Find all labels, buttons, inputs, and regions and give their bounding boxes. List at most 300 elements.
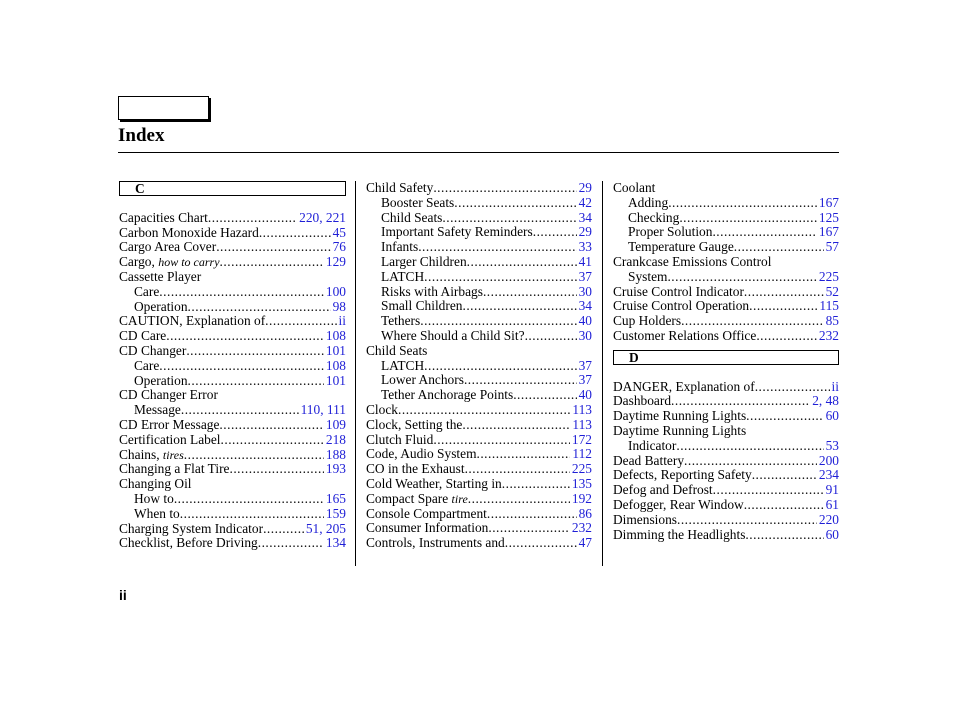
- entry-label-text: CAUTION, Explanation of: [119, 313, 266, 329]
- page-reference-link[interactable]: 167: [818, 194, 839, 210]
- index-tab-box: [118, 96, 209, 120]
- entry-label: [381, 196, 454, 211]
- entry-label-text: Lower Anchors: [381, 372, 464, 388]
- dot-leader: [424, 359, 576, 374]
- page-reference-link[interactable]: 134: [325, 535, 346, 551]
- entry-label-text: Customer Relations Office: [613, 327, 757, 343]
- entry-label: [366, 507, 487, 522]
- index-entry: [613, 380, 839, 395]
- entry-label: [381, 373, 464, 388]
- dot-leader: [756, 329, 817, 344]
- dot-leader: [676, 439, 823, 454]
- index-entry: [119, 418, 346, 433]
- page-reference-link[interactable]: 225: [818, 268, 839, 284]
- index-subentry: [119, 300, 346, 315]
- index-subentry: [366, 255, 592, 270]
- entry-label-text: Infants: [381, 239, 419, 255]
- entry-label-text: Dimming the Headlights: [613, 526, 746, 542]
- page-reference-link[interactable]: 37: [578, 372, 592, 388]
- dot-leader: [208, 211, 297, 226]
- page-reference-link[interactable]: 218: [325, 431, 346, 447]
- index-entry: [119, 314, 346, 329]
- page-reference-link[interactable]: 45: [332, 224, 346, 240]
- index-entry: [119, 462, 346, 477]
- index-entry: [613, 394, 839, 409]
- entry-label: [366, 447, 476, 462]
- entry-label: [366, 403, 398, 418]
- entry-label: [119, 314, 265, 329]
- column-divider: [355, 181, 356, 566]
- entry-label-text: Operation: [134, 372, 188, 388]
- entry-label: [613, 394, 671, 409]
- entry-label-text: Larger Children: [381, 253, 467, 269]
- entry-label: [366, 462, 465, 477]
- dot-leader: [220, 255, 324, 270]
- entry-label: [381, 211, 442, 226]
- page-reference-link[interactable]: 113: [572, 416, 592, 432]
- entry-label-text: Cargo,: [119, 254, 155, 270]
- dot-leader: [533, 225, 577, 240]
- page-reference-link[interactable]: 37: [578, 357, 592, 373]
- index-subentry: [366, 225, 592, 240]
- entry-label: [381, 285, 483, 300]
- index-entry: [613, 329, 839, 344]
- dot-leader: [216, 240, 330, 255]
- dot-leader: [159, 359, 324, 374]
- page-reference-link[interactable]: 53: [825, 437, 839, 453]
- page-reference-link[interactable]: 172: [571, 431, 592, 447]
- entry-label-text: Temperature Gauge: [628, 239, 734, 255]
- entry-label-text: Tethers: [381, 313, 421, 329]
- entry-label: [119, 240, 216, 255]
- entry-label-text: Clock: [366, 401, 398, 417]
- page-reference-link[interactable]: 188: [325, 446, 346, 462]
- entry-label: [366, 521, 488, 536]
- index-column-1: [119, 181, 346, 551]
- dot-leader: [468, 492, 570, 507]
- dot-leader: [219, 418, 324, 433]
- index-subentry: [119, 507, 346, 522]
- entry-label: [613, 409, 746, 424]
- entry-label-text: Capacities Chart: [119, 209, 208, 225]
- dot-leader: [184, 448, 324, 463]
- entry-label: [613, 329, 756, 344]
- entry-label: [613, 423, 746, 438]
- page-reference-link[interactable]: 34: [578, 298, 592, 314]
- entry-label: [119, 433, 221, 448]
- dot-leader: [744, 498, 824, 513]
- entry-label-text: Changing a Flat Tire: [119, 461, 230, 477]
- page-reference-link[interactable]: 113: [572, 401, 592, 417]
- dot-leader: [513, 388, 576, 403]
- entry-label: [366, 343, 427, 358]
- entry-label: [119, 462, 229, 477]
- index-entry: [366, 462, 592, 477]
- page-reference-link[interactable]: 98: [332, 298, 346, 314]
- entry-label-text: Risks with Airbags: [381, 283, 483, 299]
- page-reference-link[interactable]: 165: [325, 490, 346, 506]
- entry-label-text: Important Safety Reminders: [381, 224, 533, 240]
- dot-leader: [418, 240, 576, 255]
- entry-label: [613, 285, 744, 300]
- entry-label: [119, 269, 201, 284]
- page-reference-link[interactable]: 57: [825, 239, 839, 255]
- index-subentry: [119, 492, 346, 507]
- dot-leader: [745, 528, 823, 543]
- index-subentry: [366, 314, 592, 329]
- index-entry: [613, 285, 839, 300]
- entry-label: [366, 536, 505, 551]
- page-reference-link[interactable]: 167: [818, 224, 839, 240]
- entry-label: [613, 314, 681, 329]
- index-entry: [119, 433, 346, 448]
- column-divider: [602, 181, 603, 566]
- entry-label-text: CD Error Message: [119, 416, 220, 432]
- index-subentry: [366, 388, 592, 403]
- page-reference-link[interactable]: 108: [325, 328, 346, 344]
- index-entry: [119, 226, 346, 241]
- index-entry: [613, 483, 839, 498]
- page-reference-link[interactable]: 135: [571, 475, 592, 491]
- entry-label-text: LATCH: [381, 268, 425, 284]
- index-entry: [613, 513, 839, 528]
- index-entry: [613, 424, 839, 439]
- entry-label-text: DANGER, Explanation of: [613, 378, 755, 394]
- page-reference-link[interactable]: 41: [578, 253, 592, 269]
- index-entry: [613, 409, 839, 424]
- index-subentry: [366, 373, 592, 388]
- entry-label-text: Cassette Player: [119, 268, 202, 284]
- entry-label-text: Charging System Indicator: [119, 520, 264, 536]
- entry-label: [119, 418, 219, 433]
- entry-label: [381, 388, 513, 403]
- dot-leader: [398, 403, 570, 418]
- entry-label: [628, 196, 668, 211]
- entry-label-text: Cargo Area Cover: [119, 239, 217, 255]
- entry-label: [381, 314, 420, 329]
- index-entry: [613, 468, 839, 483]
- entry-label: [134, 285, 159, 300]
- index-entry: [366, 433, 592, 448]
- page-reference-link[interactable]: 232: [818, 327, 839, 343]
- dot-leader: [188, 300, 331, 315]
- page-title: Index: [118, 125, 165, 146]
- index-entry: [366, 492, 592, 507]
- page-reference-link[interactable]: 85: [825, 313, 839, 329]
- entry-label-text: System: [628, 268, 668, 284]
- page-reference-link[interactable]: 220: [818, 511, 839, 527]
- entry-label-text: Operation: [134, 298, 188, 314]
- entry-label-text: Child Seats: [381, 209, 443, 225]
- dot-leader: [483, 285, 577, 300]
- entry-label: [119, 255, 220, 270]
- entry-label-text: Small Children: [381, 298, 463, 314]
- dot-leader: [679, 211, 817, 226]
- entry-label-text: CD Changer Error: [119, 387, 218, 403]
- index-column-2: [366, 181, 592, 551]
- entry-label-text: Defects, Reporting Safety: [613, 467, 752, 483]
- index-subentry: [366, 359, 592, 374]
- entry-qualifier: how to carry: [158, 255, 220, 270]
- index-subentry: [366, 196, 592, 211]
- entry-label-text: How to: [134, 490, 174, 506]
- index-entry: [119, 255, 346, 270]
- dot-leader: [488, 521, 570, 536]
- entry-label: [613, 513, 677, 528]
- page-reference-link[interactable]: 60: [825, 526, 839, 542]
- index-entry: [366, 521, 592, 536]
- index-entry: [613, 299, 839, 314]
- page-reference-link[interactable]: 47: [578, 535, 592, 551]
- page-reference-link[interactable]: 37: [578, 268, 592, 284]
- page-reference-link[interactable]: 42: [578, 194, 592, 210]
- entry-label: [613, 498, 744, 513]
- page-reference-link[interactable]: 232: [571, 520, 592, 536]
- entry-label: [119, 476, 192, 491]
- entry-qualifier: tire: [451, 491, 468, 506]
- page-reference-link[interactable]: 101: [325, 342, 346, 358]
- index-entry: [119, 211, 346, 226]
- dot-leader: [755, 380, 830, 395]
- index-entry: [613, 528, 839, 543]
- index-entry: [119, 329, 346, 344]
- dot-leader: [476, 447, 570, 462]
- page-reference-link[interactable]: 112: [572, 446, 592, 462]
- index-subentry: [613, 225, 839, 240]
- entry-label-text: Dashboard: [613, 393, 672, 409]
- entry-label-text: Compact Spare: [366, 490, 449, 506]
- dot-leader: [713, 483, 824, 498]
- entry-label: [613, 468, 752, 483]
- page-reference-link[interactable]: 76: [332, 239, 346, 255]
- entry-label-text: Consumer Information: [366, 520, 489, 536]
- page-reference-link[interactable]: ii: [338, 313, 346, 329]
- dot-leader: [166, 329, 324, 344]
- entry-label-text: Indicator: [628, 437, 677, 453]
- page-reference-link[interactable]: 51, 205: [305, 520, 346, 536]
- dot-leader: [263, 522, 304, 537]
- page-reference-link[interactable]: 30: [578, 327, 592, 343]
- index-entry: [366, 447, 592, 462]
- entry-label: [381, 240, 418, 255]
- page-reference-link[interactable]: 30: [578, 283, 592, 299]
- entry-label-text: Booster Seats: [381, 194, 455, 210]
- entry-label-text: Code, Audio System: [366, 446, 477, 462]
- index-entry: [366, 507, 592, 522]
- entry-label: [381, 270, 424, 285]
- index-entry: [119, 270, 346, 285]
- entry-label: [613, 483, 713, 498]
- index-entry: [119, 240, 346, 255]
- entry-label-text: Defog and Defrost: [613, 482, 713, 498]
- page-reference-link[interactable]: 40: [578, 387, 592, 403]
- page-reference-link[interactable]: 115: [819, 298, 839, 314]
- entry-label-text: Cup Holders: [613, 313, 682, 329]
- dot-leader: [712, 225, 816, 240]
- index-subentry: [366, 299, 592, 314]
- page-number: ii: [119, 587, 127, 603]
- dot-leader: [462, 299, 576, 314]
- entry-label: [134, 403, 181, 418]
- index-subentry: [613, 439, 839, 454]
- dot-leader: [420, 314, 576, 329]
- dot-leader: [181, 403, 299, 418]
- entry-qualifier: tires: [162, 447, 184, 462]
- entry-label-text: When to: [134, 505, 180, 521]
- entry-label-text: Daytime Running Lights: [613, 408, 747, 424]
- page-reference-link[interactable]: 220, 221: [299, 209, 346, 225]
- entry-label: [119, 211, 208, 226]
- dot-leader: [229, 462, 323, 477]
- index-subentry: [366, 285, 592, 300]
- index-subentry: [366, 211, 592, 226]
- page-reference-link[interactable]: 193: [325, 461, 346, 477]
- index-entry: [613, 255, 839, 270]
- entry-label-text: Proper Solution: [628, 224, 713, 240]
- dot-leader: [433, 181, 576, 196]
- entry-label-text: Console Compartment: [366, 505, 487, 521]
- entry-label: [119, 387, 218, 402]
- dot-leader: [667, 270, 816, 285]
- entry-label-text: CO in the Exhaust: [366, 461, 465, 477]
- index-entry: [366, 344, 592, 359]
- entry-label: [628, 270, 667, 285]
- entry-label-text: Changing Oil: [119, 476, 192, 492]
- page-reference-link[interactable]: 192: [571, 490, 592, 506]
- dot-leader: [677, 513, 817, 528]
- entry-label: [134, 300, 188, 315]
- page-reference-link[interactable]: 29: [578, 224, 592, 240]
- entry-label-text: Care: [134, 283, 160, 299]
- entry-label: [381, 359, 424, 374]
- entry-label: [134, 359, 159, 374]
- dot-leader: [668, 196, 817, 211]
- page-reference-link[interactable]: ii: [831, 378, 839, 394]
- page-reference-link[interactable]: 60: [825, 408, 839, 424]
- index-entry: [613, 454, 839, 469]
- entry-label-text: Checking: [628, 209, 680, 225]
- index-entry: [613, 314, 839, 329]
- page-reference-link[interactable]: 33: [578, 239, 592, 255]
- dot-leader: [464, 373, 577, 388]
- page-reference-link[interactable]: 61: [825, 496, 839, 512]
- entry-label: [628, 240, 734, 255]
- index-subentry: [119, 285, 346, 300]
- entry-label: [628, 225, 712, 240]
- dot-leader: [174, 492, 324, 507]
- page-reference-link[interactable]: 34: [578, 209, 592, 225]
- entry-label-text: Crankcase Emissions Control: [613, 253, 772, 269]
- dot-leader: [467, 255, 577, 270]
- page-reference-link[interactable]: 108: [325, 357, 346, 373]
- page-reference-link[interactable]: 29: [578, 180, 592, 195]
- index-subentry: [119, 359, 346, 374]
- dot-leader: [487, 507, 577, 522]
- entry-label: [381, 329, 525, 344]
- entry-label-text: Chains,: [119, 446, 160, 462]
- entry-label: [119, 522, 263, 537]
- dot-leader: [259, 226, 331, 241]
- index-entry: [613, 181, 839, 196]
- entry-label-text: Adding: [628, 194, 669, 210]
- dot-leader: [265, 314, 336, 329]
- entry-label: [119, 226, 259, 241]
- entry-label-text: CD Care: [119, 328, 167, 344]
- entry-label: [613, 180, 655, 195]
- entry-label: [381, 225, 533, 240]
- entry-label-text: Dimensions: [613, 511, 677, 527]
- index-entry: [119, 536, 346, 551]
- page-reference-link[interactable]: 86: [578, 505, 592, 521]
- page-reference-link[interactable]: 129: [325, 254, 346, 270]
- section-header: D: [613, 350, 839, 365]
- index-subentry: [119, 374, 346, 389]
- dot-leader: [188, 374, 324, 389]
- entry-label-text: Clutch Fluid: [366, 431, 434, 447]
- page-reference-link[interactable]: 2, 48: [812, 393, 839, 409]
- dot-leader: [424, 270, 576, 285]
- page-reference-link[interactable]: 52: [825, 283, 839, 299]
- index-subentry: [613, 211, 839, 226]
- title-rule: [118, 152, 839, 153]
- dot-leader: [502, 477, 570, 492]
- entry-label-text: Dead Battery: [613, 452, 685, 468]
- dot-leader: [186, 344, 324, 359]
- dot-leader: [746, 409, 823, 424]
- page-reference-link[interactable]: 40: [578, 313, 592, 329]
- dot-leader: [180, 507, 324, 522]
- page-reference-link[interactable]: 101: [325, 372, 346, 388]
- dot-leader: [442, 211, 576, 226]
- entry-label: [366, 181, 433, 196]
- index-entry: [366, 418, 592, 433]
- entry-label-text: LATCH: [381, 357, 425, 373]
- entry-label: [613, 254, 771, 269]
- index-entry: [366, 403, 592, 418]
- page-reference-link[interactable]: 225: [571, 461, 592, 477]
- entry-label: [613, 380, 755, 395]
- page-reference-link[interactable]: 234: [818, 467, 839, 483]
- entry-label: [366, 418, 462, 433]
- index-entry: [366, 181, 592, 196]
- entry-label-text: Defogger, Rear Window: [613, 496, 744, 512]
- page-reference-link[interactable]: 125: [818, 209, 839, 225]
- dot-leader: [734, 240, 824, 255]
- entry-label: [628, 211, 679, 226]
- entry-label-text: Certification Label: [119, 431, 221, 447]
- dot-leader: [221, 433, 324, 448]
- page-reference-link[interactable]: 100: [325, 283, 346, 299]
- entry-label-text: Tether Anchorage Points: [381, 387, 514, 403]
- dot-leader: [744, 285, 824, 300]
- index-entry: [119, 344, 346, 359]
- page-reference-link[interactable]: 159: [325, 505, 346, 521]
- page-reference-link[interactable]: 109: [325, 416, 346, 432]
- dot-leader: [454, 196, 576, 211]
- dot-leader: [749, 299, 817, 314]
- entry-label-text: Cold Weather, Starting in: [366, 475, 502, 491]
- page-reference-link[interactable]: 91: [825, 482, 839, 498]
- entry-label: [134, 507, 180, 522]
- page-reference-link[interactable]: 200: [818, 452, 839, 468]
- entry-label: [613, 528, 745, 543]
- entry-label-text: Coolant: [613, 180, 656, 195]
- dot-leader: [681, 314, 824, 329]
- entry-label: [366, 477, 502, 492]
- dot-leader: [671, 394, 810, 409]
- entry-label-text: Message: [134, 402, 181, 418]
- page-reference-link[interactable]: 110, 111: [300, 402, 346, 418]
